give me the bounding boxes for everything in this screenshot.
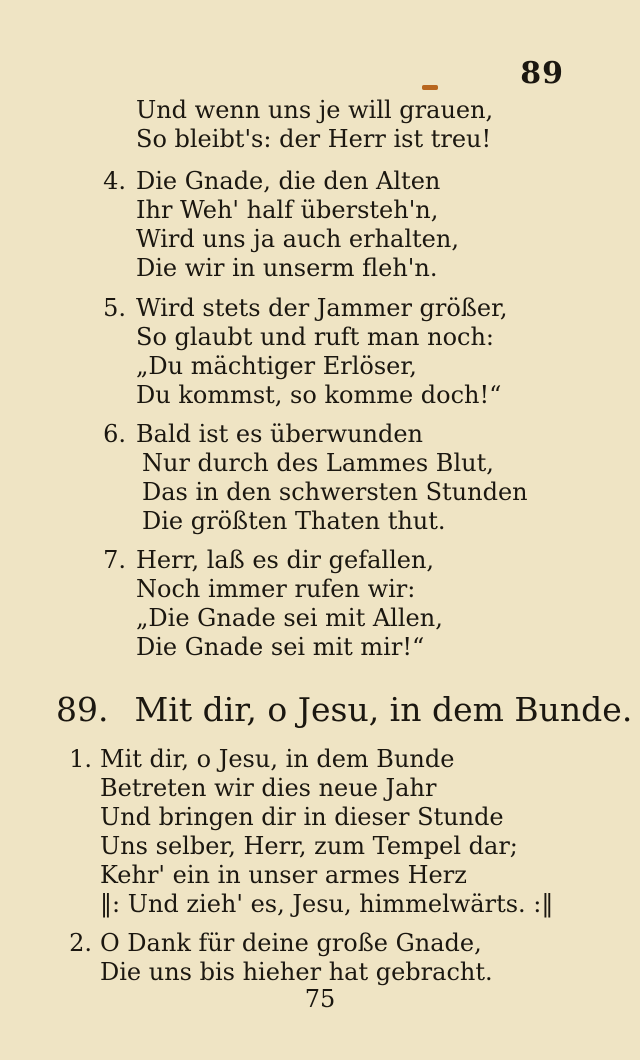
stanza-number: 2. xyxy=(69,929,92,957)
stanza-line: ‖: Und zieh' es, Jesu, himmelwärts. :‖ xyxy=(100,890,554,918)
stanza-line: Herr, laß es dir gefallen, xyxy=(136,546,435,574)
stanza-line: Die größten Thaten thut. xyxy=(142,507,446,535)
stanza-line: Die Gnade sei mit mir!“ xyxy=(136,633,425,661)
stanza-line: Das in den schwersten Stunden xyxy=(142,478,528,506)
page-header-number: 89 xyxy=(520,56,564,91)
stanza-line: Die Gnade, die den Alten xyxy=(136,167,441,195)
stanza-line: So glaubt und ruft man noch: xyxy=(136,323,494,351)
stanza-line: Mit dir, o Jesu, in dem Bunde xyxy=(100,745,455,773)
stanza-line: „Du mächtiger Erlöser, xyxy=(136,352,417,380)
stanza-number: 6. xyxy=(103,420,126,448)
stanza-line: Nur durch des Lammes Blut, xyxy=(142,449,494,477)
hymn-title xyxy=(56,690,632,729)
stanza-number: 7. xyxy=(103,546,126,574)
stanza-line: Betreten wir dies neue Jahr xyxy=(100,774,437,802)
stanza-number: 5. xyxy=(103,294,126,322)
hymn-number: 89. xyxy=(56,690,109,729)
stanza-line: Und bringen dir in dieser Stunde xyxy=(100,803,504,831)
page-footer-number: 75 xyxy=(304,985,336,1013)
stanza-line: Du kommst, so komme doch!“ xyxy=(136,381,502,409)
stanza-line: „Die Gnade sei mit Allen, xyxy=(136,604,443,632)
stanza-number: 4. xyxy=(103,167,126,195)
stanza-number: 1. xyxy=(69,745,92,773)
stanza-line: Noch immer rufen wir: xyxy=(136,575,416,603)
stanza-line: Wird uns ja auch erhalten, xyxy=(136,225,459,253)
continuation-line: Und wenn uns je will grauen, xyxy=(136,96,494,124)
stanza-line: Die uns bis hieher hat gebracht. xyxy=(100,958,493,986)
ink-mark xyxy=(422,85,438,90)
stanza-line: Bald ist es überwunden xyxy=(136,420,424,448)
stanza-line: Kehr' ein in unser armes Herz xyxy=(100,861,467,889)
continuation-line: So bleibt's: der Herr ist treu! xyxy=(136,125,492,153)
stanza-line: Uns selber, Herr, zum Tempel dar; xyxy=(100,832,518,860)
hymn-title-text: Mit dir, o Jesu, in dem Bunde. xyxy=(134,690,633,729)
stanza-line: Die wir in unserm fleh'n. xyxy=(136,254,438,282)
stanza-line: O Dank für deine große Gnade, xyxy=(100,929,482,957)
stanza-line: Ihr Weh' half übersteh'n, xyxy=(136,196,439,224)
stanza-line: Wird stets der Jammer größer, xyxy=(136,294,508,322)
